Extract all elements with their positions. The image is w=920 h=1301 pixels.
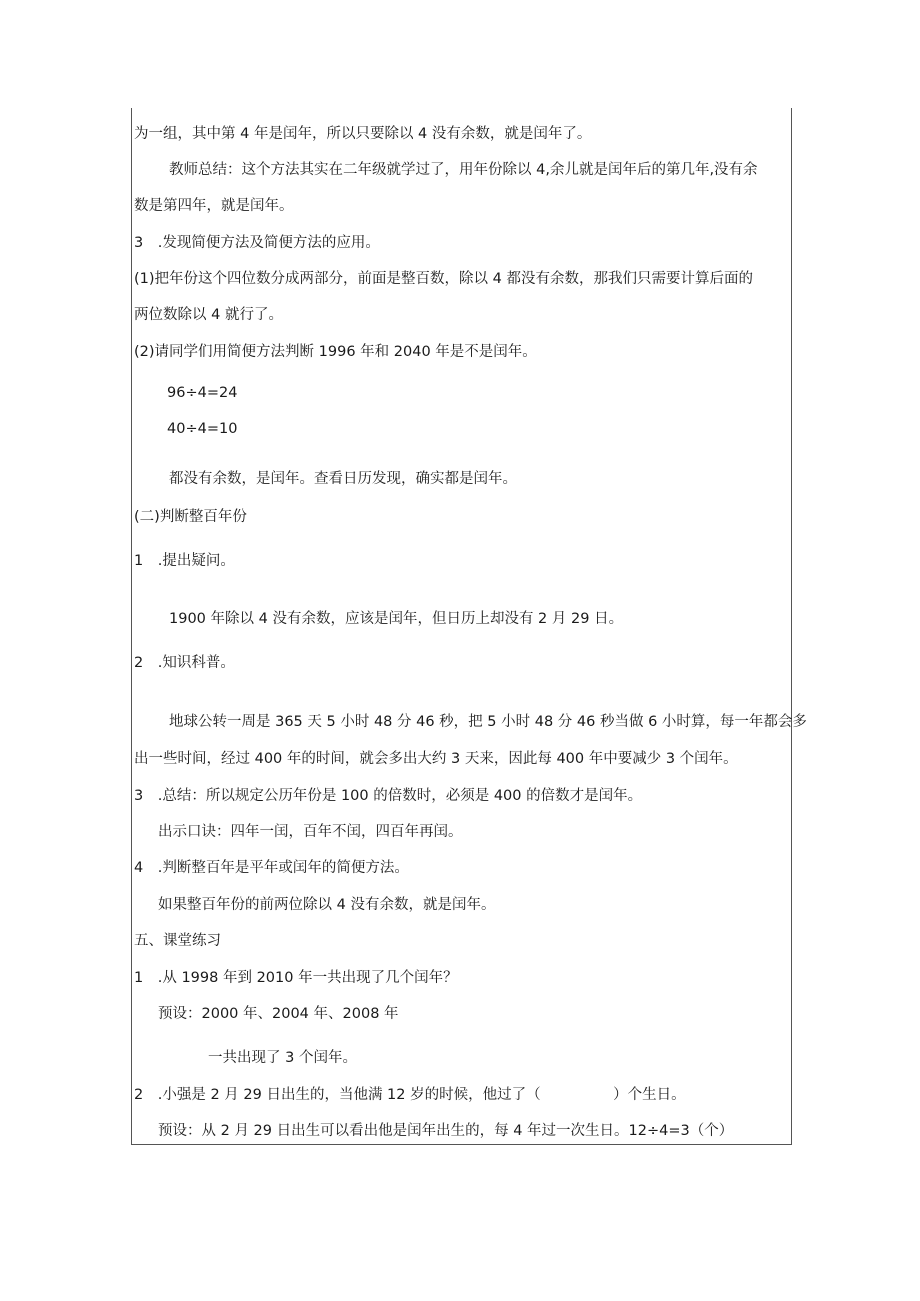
text-line: 3 .总结：所以规定公历年份是 100 的倍数时，必须是 400 的倍数才是闰年。 (134, 788, 643, 804)
text-line: 数是第四年，就是闰年。 (134, 198, 294, 214)
section-heading: 五、课堂练习 (134, 933, 221, 949)
text-line: 如果整百年份的前两位除以 4 没有余数，就是闰年。 (158, 897, 496, 913)
text-line: 一共出现了 3 个闰年。 (208, 1050, 357, 1066)
text-line: 1 .提出疑问。 (134, 553, 235, 569)
text-line: 出示口诀：四年一闰，百年不闰，四百年再闰。 (158, 824, 463, 840)
equation: 40÷4=10 (167, 421, 238, 437)
section-heading: (二)判断整百年份 (134, 509, 247, 525)
text-line: 出一些时间，经过 400 年的时间，就会多出大约 3 天来，因此每 400 年中要减少 3 个闰年。 (134, 751, 738, 767)
text-line: 预设：2000 年、2004 年、2008 年 (158, 1006, 399, 1022)
text-line: 3 .发现简便方法及简便方法的应用。 (134, 235, 380, 251)
text-line: 都没有余数，是闰年。查看日历发现，确实都是闰年。 (169, 471, 517, 487)
text-line: 1900 年除以 4 没有余数，应该是闰年，但日历上却没有 2 月 29 日。 (169, 611, 624, 627)
text-line: 地球公转一周是 365 天 5 小时 48 分 46 秒，把 5 小时 48 分 46 秒当做 6 小时算，每一年都会多 (169, 714, 807, 730)
text-line: (2)请同学们用简便方法判断 1996 年和 2040 年是不是闰年。 (134, 344, 537, 360)
text-line: 1 .从 1998 年到 2010 年一共出现了几个闰年？ (134, 970, 458, 986)
text-line: 两位数除以 4 就行了。 (134, 307, 283, 323)
text-line: 教师总结：这个方法其实在二年级就学过了，用年份除以 4,余儿就是闰年后的第几年,没有余 (169, 162, 758, 178)
equation: 96÷4=24 (167, 385, 238, 401)
text-line: 2 .小强是 2 月 29 日出生的，当他满 12 岁的时候，他过了（ ）个生日。 (134, 1087, 686, 1103)
text-line: 2 .知识科普。 (134, 655, 235, 671)
text-line: 4 .判断整百年是平年或闰年的简便方法。 (134, 860, 409, 876)
text-line: 预设：从 2 月 29 日出生可以看出他是闰年出生的，每 4 年过一次生日。12÷4=3（个） (158, 1123, 734, 1139)
text-line: (1)把年份这个四位数分成两部分，前面是整百数，除以 4 都没有余数，那我们只需要计算后面的 (134, 271, 753, 287)
text-line: 为一组，其中第 4 年是闰年，所以只要除以 4 没有余数，就是闰年了。 (134, 126, 592, 142)
